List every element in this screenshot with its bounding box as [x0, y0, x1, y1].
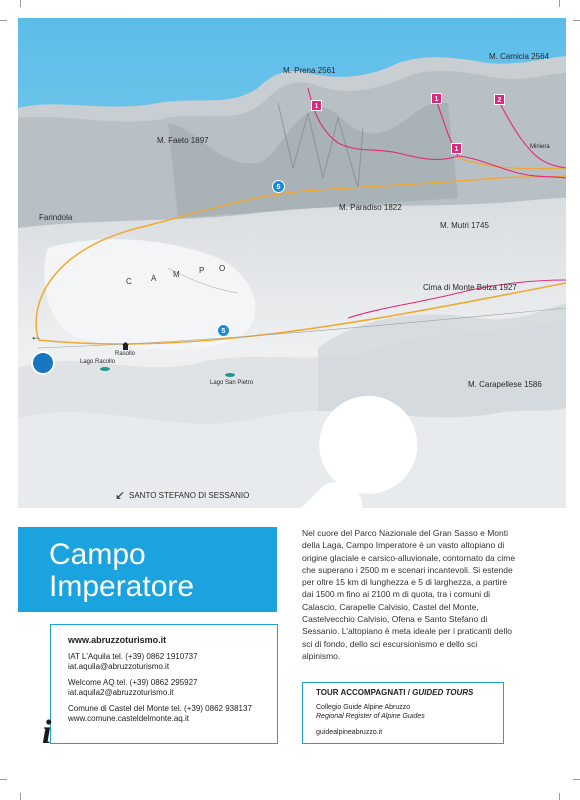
tours-register: Regional Register of Alpine Guides — [316, 713, 425, 720]
iat-phone: IAT L'Aquila tel. (+39) 0862 1910737 — [68, 652, 198, 661]
trail-marker-pink: 1 — [431, 93, 442, 104]
peak-label-faeto: M. Faeto 1897 — [157, 136, 209, 145]
place-label-santo-stefano: SANTO STEFANO DI SESSANIO — [129, 491, 250, 500]
peak-label-carapellese: M. Carapellese 1586 — [468, 380, 542, 389]
campo-letter: O — [219, 264, 227, 273]
crop-mark — [573, 779, 580, 780]
crop-mark — [559, 793, 560, 800]
comune-phone: Comune di Castel del Monte tel. (+39) 0862 938137 — [68, 704, 252, 713]
place-label-farindola: Farindola — [39, 213, 73, 222]
crop-mark — [573, 20, 580, 21]
peak-label-camicia: M. Camicia 2564 — [489, 52, 550, 61]
description-text: Nel cuore del Parco Nazionale del Gran Sasso e Monti della Laga, Campo Imperatore è un vasto altopiano di origine glaciale e carsico-alluvionale, contornato da cime che superano i 2500 m e scenari incantevoli. Si estende per oltre 15 km di lunghezza e 5 di larghezza, a partire dai 1500 m fino ai 2100 m di quota, tra i comuni di Calascio, Carapelle Calvisio, Castel del Monte, Castelvecchio Calvisio, Ofena e Santo Stefano di Sessanio. L'altopiano è meta ideale per i praticanti dello sci di fondo, dello sci escursionismo e dello sci alpinismo. — [302, 528, 516, 661]
peak-label-prena: M. Prena 2561 — [283, 66, 336, 75]
title-banner — [18, 527, 277, 612]
crop-mark — [0, 779, 7, 780]
crop-mark — [559, 0, 560, 7]
comune-website-link[interactable]: www.comune.casteldelmonte.aq.it — [68, 714, 189, 723]
page-title: Campo Imperatore — [49, 538, 195, 603]
crop-mark — [20, 793, 21, 800]
trail-marker-pink: 2 — [494, 94, 505, 105]
tourism-website-link[interactable]: www.abruzzoturismo.it — [68, 635, 167, 645]
peak-label-mutri: M. Mutri 1745 — [440, 221, 489, 230]
trail-marker-blue: 5 — [217, 324, 230, 337]
arrow-left-icon: ← — [30, 329, 42, 343]
guided-tours-box — [302, 682, 504, 744]
peak-label-bolza: Cima di Monte Bolza 1927 — [423, 283, 517, 292]
crop-mark — [20, 0, 21, 7]
terrain-map — [18, 18, 566, 508]
contact-info-box — [50, 624, 278, 744]
trail-marker-blue: 5 — [272, 180, 285, 193]
place-label-miniera: Miniera — [530, 144, 550, 150]
campo-letter: M — [173, 270, 181, 279]
trail-marker-pink: 1 — [311, 100, 322, 111]
campo-letter: A — [151, 274, 158, 283]
tours-org: Collegio Guide Alpine Abruzzo — [316, 704, 411, 711]
place-label-rasollo: Rasollo — [115, 351, 136, 357]
place-label-lago-racollo: Lago Racollo — [80, 359, 116, 365]
welcome-phone: Welcome AQ tel. (+39) 0862 295927 — [68, 678, 198, 687]
info-icon: i — [42, 714, 52, 751]
campo-letter: P — [199, 266, 206, 275]
peak-label-paradiso: M. Paradiso 1822 — [339, 203, 402, 212]
place-label-lago-san-pietro: Lago San Pietro — [210, 380, 254, 386]
trail-marker-pink: 1 — [451, 143, 462, 154]
arrow-southwest-icon: ↙ — [115, 488, 126, 502]
iat-email[interactable]: iat.aquila@abruzzoturismo.it — [68, 662, 170, 671]
skier-icon — [31, 351, 55, 375]
campo-letter: C — [126, 277, 133, 286]
tours-website-link[interactable]: guidealpineabruzzo.it — [316, 729, 383, 736]
welcome-email[interactable]: iat.aquila2@abruzzoturismo.it — [68, 688, 174, 697]
tours-heading: TOUR ACCOMPAGNATI / GUIDED TOURS — [316, 688, 474, 697]
crop-mark — [0, 20, 7, 21]
